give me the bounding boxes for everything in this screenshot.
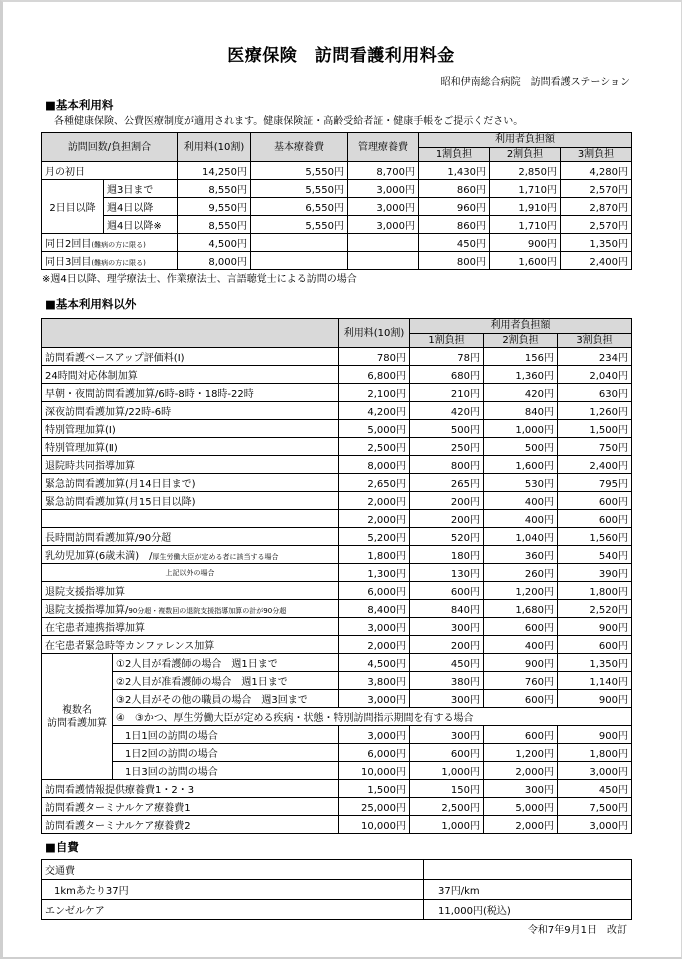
table-row — [42, 726, 632, 744]
cell-r2: 156円 — [484, 348, 558, 366]
cell-r3: 2,040円 — [558, 366, 632, 384]
table-row — [42, 402, 632, 420]
row-label: 週4日以降※ — [104, 216, 178, 234]
cell-r3: 1,350円 — [561, 234, 632, 252]
cell-r1: 800円 — [419, 252, 490, 270]
table-row — [42, 900, 632, 920]
cell-r3: 900円 — [558, 690, 632, 708]
table-row — [42, 474, 632, 492]
row-label: 緊急訪問看護加算(月15日目以降) — [42, 492, 339, 510]
cell-fee10: 8,000円 — [339, 456, 410, 474]
group-label-line1: 複数名 — [62, 704, 92, 716]
row-label-main: 同日3回目 — [45, 257, 92, 268]
basic-footnote: ※週4日以降、理学療法士、作業療法士、言語聴覚士による訪問の場合 — [42, 274, 357, 285]
cell-basic: 5,550円 — [251, 162, 348, 180]
header-r2: 2割負担 — [490, 147, 561, 162]
cell-fee10: 8,000円 — [178, 252, 251, 270]
row-label: 緊急訪問看護加算(月14日目まで) — [42, 474, 339, 492]
cell-r3: 2,570円 — [561, 216, 632, 234]
row-label: 月の初日 — [42, 162, 178, 180]
cell-fee10: 5,000円 — [339, 420, 410, 438]
table-row — [42, 162, 632, 180]
cell-r3: 4,280円 — [561, 162, 632, 180]
cell-r1: 2,500円 — [410, 798, 484, 816]
table-row — [42, 780, 632, 798]
cell-fee10: 10,000円 — [339, 816, 410, 834]
cell-r2: 400円 — [484, 636, 558, 654]
other-fee-table — [41, 318, 632, 834]
cell-fee10: 6,000円 — [339, 582, 410, 600]
table-row — [42, 528, 632, 546]
cell-mgmt: 3,000円 — [348, 180, 419, 198]
cell-r3: 1,500円 — [558, 420, 632, 438]
cell-r1: 600円 — [410, 744, 484, 762]
table-row — [42, 216, 632, 234]
cell-r1: 500円 — [410, 420, 484, 438]
header-visit: 訪問回数/負担割合 — [42, 133, 178, 162]
cell-r2: 400円 — [484, 510, 558, 528]
self-pay-table — [41, 859, 632, 920]
table-row — [42, 252, 632, 270]
cell-fee10: 1,300円 — [339, 564, 410, 582]
table-row — [42, 600, 632, 618]
cell-r1: 150円 — [410, 780, 484, 798]
row-label: 訪問看護情報提供療養費1・2・3 — [42, 780, 339, 798]
cell-r3: 1,560円 — [558, 528, 632, 546]
cell-r3: 7,500円 — [558, 798, 632, 816]
table-row — [42, 582, 632, 600]
table-header-row — [42, 133, 632, 148]
row-label: 訪問看護ベースアップ評価料(Ⅰ) — [42, 348, 339, 366]
cell-r2: 900円 — [484, 654, 558, 672]
cell-r2: 1,600円 — [490, 252, 561, 270]
cell-r3: 1,800円 — [558, 582, 632, 600]
cell-r1: 860円 — [419, 216, 490, 234]
cell-basic: 5,550円 — [251, 216, 348, 234]
cell-r1: 130円 — [410, 564, 484, 582]
cell-r2: 530円 — [484, 474, 558, 492]
cell-r2: 1,360円 — [484, 366, 558, 384]
cell-r2: 600円 — [484, 690, 558, 708]
cell-r3: 2,520円 — [558, 600, 632, 618]
cell-r1: 450円 — [410, 654, 484, 672]
basic-intro: 各種健康保険、公費医療制度が適用されます。健康保険証・高齢受給者証・健康手帳をご提示ください。 — [54, 116, 524, 127]
header-r3: 3割負担 — [561, 147, 632, 162]
table-row — [42, 366, 632, 384]
cell-r3: 900円 — [558, 618, 632, 636]
cell-r2: 2,000円 — [484, 816, 558, 834]
table-row — [42, 492, 632, 510]
table-row — [42, 348, 632, 366]
row-label: 在宅患者緊急時等カンファレンス加算 — [42, 636, 339, 654]
cell-r1: 300円 — [410, 618, 484, 636]
table-row — [42, 880, 632, 900]
header-fee10: 利用料(10割) — [178, 133, 251, 162]
group-label-line2: 訪問看護加算 — [47, 717, 107, 729]
row-label — [42, 510, 339, 528]
cell-r3: 600円 — [558, 636, 632, 654]
cell-r3: 1,800円 — [558, 744, 632, 762]
cell-r3: 450円 — [558, 780, 632, 798]
cell-fee10: 4,200円 — [339, 402, 410, 420]
cell-mgmt — [348, 234, 419, 252]
table-row — [42, 672, 632, 690]
cell-mgmt: 3,000円 — [348, 216, 419, 234]
cell-r2: 1,040円 — [484, 528, 558, 546]
table-row — [42, 456, 632, 474]
group-label: 2日目以降 — [42, 180, 104, 234]
header-user-burden: 利用者負担額 — [419, 133, 632, 148]
cell-fee10: 5,200円 — [339, 528, 410, 546]
cell-fee10: 2,000円 — [339, 492, 410, 510]
row-label — [42, 564, 339, 582]
section-heading-other: ■基本利用料以外 — [45, 297, 137, 311]
cell-r1: 210円 — [410, 384, 484, 402]
cell-fee10: 1,800円 — [339, 546, 410, 564]
row-value: 11,000円(税込) — [424, 900, 632, 920]
row-label: 退院支援指導加算 — [42, 582, 339, 600]
cell-r1: 265円 — [410, 474, 484, 492]
cell-r1: 180円 — [410, 546, 484, 564]
row-label-note: 上記以外の場合 — [165, 569, 215, 577]
table-row — [42, 546, 632, 564]
table-row — [42, 762, 632, 780]
cell-r1: 960円 — [419, 198, 490, 216]
cell-mgmt — [348, 252, 419, 270]
table-header-row — [42, 319, 632, 334]
table-row — [42, 636, 632, 654]
row-label: 週3日まで — [104, 180, 178, 198]
row-label: 週4日以降 — [104, 198, 178, 216]
cell-r2: 1,710円 — [490, 180, 561, 198]
cell-r1: 1,000円 — [410, 816, 484, 834]
table-row — [42, 198, 632, 216]
row-label-note: 90分超・複数回の退院支援指導加算の計が90分超 — [128, 607, 287, 615]
cell-fee10: 4,500円 — [178, 234, 251, 252]
cell-r1: 520円 — [410, 528, 484, 546]
cell-r1: 450円 — [419, 234, 490, 252]
cell-r2: 1,200円 — [484, 744, 558, 762]
table-row — [42, 438, 632, 456]
cell-fee10: 2,500円 — [339, 438, 410, 456]
row-label: 深夜訪問看護加算/22時-6時 — [42, 402, 339, 420]
cell-fee10: 3,000円 — [339, 726, 410, 744]
cell-r1: 680円 — [410, 366, 484, 384]
row-label — [42, 546, 339, 564]
table-row — [42, 384, 632, 402]
cell-r2: 1,200円 — [484, 582, 558, 600]
cell-fee10: 3,800円 — [339, 672, 410, 690]
cell-r2: 360円 — [484, 546, 558, 564]
table-row — [42, 708, 632, 726]
header-fee10: 利用料(10割) — [339, 319, 410, 348]
cell-r2: 260円 — [484, 564, 558, 582]
table-row — [42, 744, 632, 762]
cell-fee10: 4,500円 — [339, 654, 410, 672]
cell-r3: 540円 — [558, 546, 632, 564]
section-heading-basic: ■基本利用料 — [45, 98, 114, 112]
cell-r3: 1,260円 — [558, 402, 632, 420]
row-label: 特別管理加算(Ⅱ) — [42, 438, 339, 456]
cell-mgmt: 3,000円 — [348, 198, 419, 216]
cell-r1: 200円 — [410, 510, 484, 528]
cell-r2: 600円 — [484, 726, 558, 744]
cell-r3: 795円 — [558, 474, 632, 492]
row-label-main: 同日2回目 — [45, 239, 92, 250]
cell-r1: 1,430円 — [419, 162, 490, 180]
table-row — [42, 420, 632, 438]
cell-r1: 860円 — [419, 180, 490, 198]
cell-r2: 420円 — [484, 384, 558, 402]
cell-r2: 2,850円 — [490, 162, 561, 180]
cell-r3: 2,570円 — [561, 180, 632, 198]
cell-r2: 900円 — [490, 234, 561, 252]
cell-fee10: 8,550円 — [178, 216, 251, 234]
row-label: 特別管理加算(Ⅰ) — [42, 420, 339, 438]
cell-fee10: 10,000円 — [339, 762, 410, 780]
cell-r1: 250円 — [410, 438, 484, 456]
table-row — [42, 510, 632, 528]
cell-fee10: 1,500円 — [339, 780, 410, 798]
table-row — [42, 798, 632, 816]
cell-r3: 2,400円 — [561, 252, 632, 270]
row-label: 早朝・夜間訪問看護加算/6時-8時・18時-22時 — [42, 384, 339, 402]
cell-r2: 1,910円 — [490, 198, 561, 216]
cell-r1: 200円 — [410, 636, 484, 654]
cell-fee10: 780円 — [339, 348, 410, 366]
cell-r1: 800円 — [410, 456, 484, 474]
cell-basic: 5,550円 — [251, 180, 348, 198]
cell-r1: 78円 — [410, 348, 484, 366]
cell-r3: 1,350円 — [558, 654, 632, 672]
group-label-multi — [42, 654, 113, 780]
cell-r3: 750円 — [558, 438, 632, 456]
row-label: 退院時共同指導加算 — [42, 456, 339, 474]
row-label: エンゼルケア — [42, 900, 424, 920]
header-r3: 3割負担 — [558, 333, 632, 348]
cell-r1: 1,000円 — [410, 762, 484, 780]
cell-fee10: 9,550円 — [178, 198, 251, 216]
cell-r3: 2,400円 — [558, 456, 632, 474]
page-title: 医療保険 訪問看護利用料金 — [227, 46, 455, 66]
cell-r1: 300円 — [410, 690, 484, 708]
cell-r2: 500円 — [484, 438, 558, 456]
row-label: 在宅患者連携指導加算 — [42, 618, 339, 636]
cell-r3: 900円 — [558, 726, 632, 744]
cell-r2: 400円 — [484, 492, 558, 510]
cell-fee10: 2,000円 — [339, 636, 410, 654]
cell-fee10: 6,000円 — [339, 744, 410, 762]
header-r1: 1割負担 — [419, 147, 490, 162]
cell-r3: 3,000円 — [558, 816, 632, 834]
header-basic-care: 基本療養費 — [251, 133, 348, 162]
table-row — [42, 816, 632, 834]
row-label: 訪問看護ターミナルケア療養費2 — [42, 816, 339, 834]
cell-r3: 234円 — [558, 348, 632, 366]
cell-r3: 1,140円 — [558, 672, 632, 690]
cell-r2: 840円 — [484, 402, 558, 420]
row-label — [42, 234, 178, 252]
table-row — [42, 234, 632, 252]
cell-fee10: 3,000円 — [339, 690, 410, 708]
cell-r3: 600円 — [558, 510, 632, 528]
cell-basic — [251, 234, 348, 252]
header-user-burden: 利用者負担額 — [410, 319, 632, 334]
cell-r1: 380円 — [410, 672, 484, 690]
cell-fee10: 14,250円 — [178, 162, 251, 180]
cell-r3: 390円 — [558, 564, 632, 582]
row-label: ②2人目が准看護師の場合 週1日まで — [113, 672, 339, 690]
row-label: 訪問看護ターミナルケア療養費1 — [42, 798, 339, 816]
table-row — [42, 180, 632, 198]
cell-r2: 760円 — [484, 672, 558, 690]
row-value — [424, 860, 632, 880]
cell-fee10: 2,100円 — [339, 384, 410, 402]
row-label: 1kmあたり37円 — [42, 880, 424, 900]
row-label-note: 厚生労働大臣が定める者に該当する場合 — [152, 553, 279, 561]
row-label-note: (難病の方に限る) — [91, 259, 146, 267]
header-r1: 1割負担 — [410, 333, 484, 348]
row-label-main: 乳幼児加算(6歳未満) / — [45, 551, 153, 562]
cell-r3: 3,000円 — [558, 762, 632, 780]
cell-r2: 1,000円 — [484, 420, 558, 438]
table-row — [42, 564, 632, 582]
cell-r2: 1,600円 — [484, 456, 558, 474]
row-value: 37円/km — [424, 880, 632, 900]
cell-fee10: 2,000円 — [339, 510, 410, 528]
cell-fee10: 2,650円 — [339, 474, 410, 492]
row-label: ③2人目がその他の職員の場合 週3回まで — [113, 690, 339, 708]
row-label-main: 退院支援指導加算/ — [45, 605, 129, 616]
row-label: ①2人目が看護師の場合 週1日まで — [113, 654, 339, 672]
cell-r1: 600円 — [410, 582, 484, 600]
revision-date: 令和7年9月1日 改訂 — [527, 925, 627, 936]
cell-r3: 630円 — [558, 384, 632, 402]
cell-r2: 2,000円 — [484, 762, 558, 780]
row-label — [42, 252, 178, 270]
table-row — [42, 618, 632, 636]
row-label-note: (難病の方に限る) — [91, 241, 146, 249]
organization-name: 昭和伊南総合病院 訪問看護ステーション — [440, 77, 630, 88]
cell-r1: 200円 — [410, 492, 484, 510]
header-r2: 2割負担 — [484, 333, 558, 348]
cell-r1: 420円 — [410, 402, 484, 420]
cell-r2: 300円 — [484, 780, 558, 798]
cell-basic: 6,550円 — [251, 198, 348, 216]
row-label: 1日3回の訪問の場合 — [113, 762, 339, 780]
cell-fee10: 6,800円 — [339, 366, 410, 384]
cell-mgmt: 8,700円 — [348, 162, 419, 180]
row-note: ④ ③かつ、厚生労働大臣が定める疾病・状態・特別訪問指示期間を有する場合 — [113, 708, 632, 726]
cell-basic — [251, 252, 348, 270]
cell-r3: 2,870円 — [561, 198, 632, 216]
cell-fee10: 25,000円 — [339, 798, 410, 816]
cell-r2: 1,680円 — [484, 600, 558, 618]
row-label — [42, 600, 339, 618]
cell-r2: 5,000円 — [484, 798, 558, 816]
header-item — [42, 319, 339, 348]
row-label: 1日1回の訪問の場合 — [113, 726, 339, 744]
row-label: 24時間対応体制加算 — [42, 366, 339, 384]
cell-r1: 840円 — [410, 600, 484, 618]
cell-r2: 1,710円 — [490, 216, 561, 234]
table-row — [42, 654, 632, 672]
cell-fee10: 3,000円 — [339, 618, 410, 636]
cell-r3: 600円 — [558, 492, 632, 510]
row-label: 長時間訪問看護加算/90分超 — [42, 528, 339, 546]
header-mgmt-care: 管理療養費 — [348, 133, 419, 162]
table-row — [42, 690, 632, 708]
cell-fee10: 8,550円 — [178, 180, 251, 198]
table-row — [42, 860, 632, 880]
cell-r1: 300円 — [410, 726, 484, 744]
basic-fee-table — [41, 132, 632, 270]
row-label: 交通費 — [42, 860, 424, 880]
row-label: 1日2回の訪問の場合 — [113, 744, 339, 762]
section-heading-self-pay: ■自費 — [45, 840, 79, 854]
cell-fee10: 8,400円 — [339, 600, 410, 618]
cell-r2: 600円 — [484, 618, 558, 636]
